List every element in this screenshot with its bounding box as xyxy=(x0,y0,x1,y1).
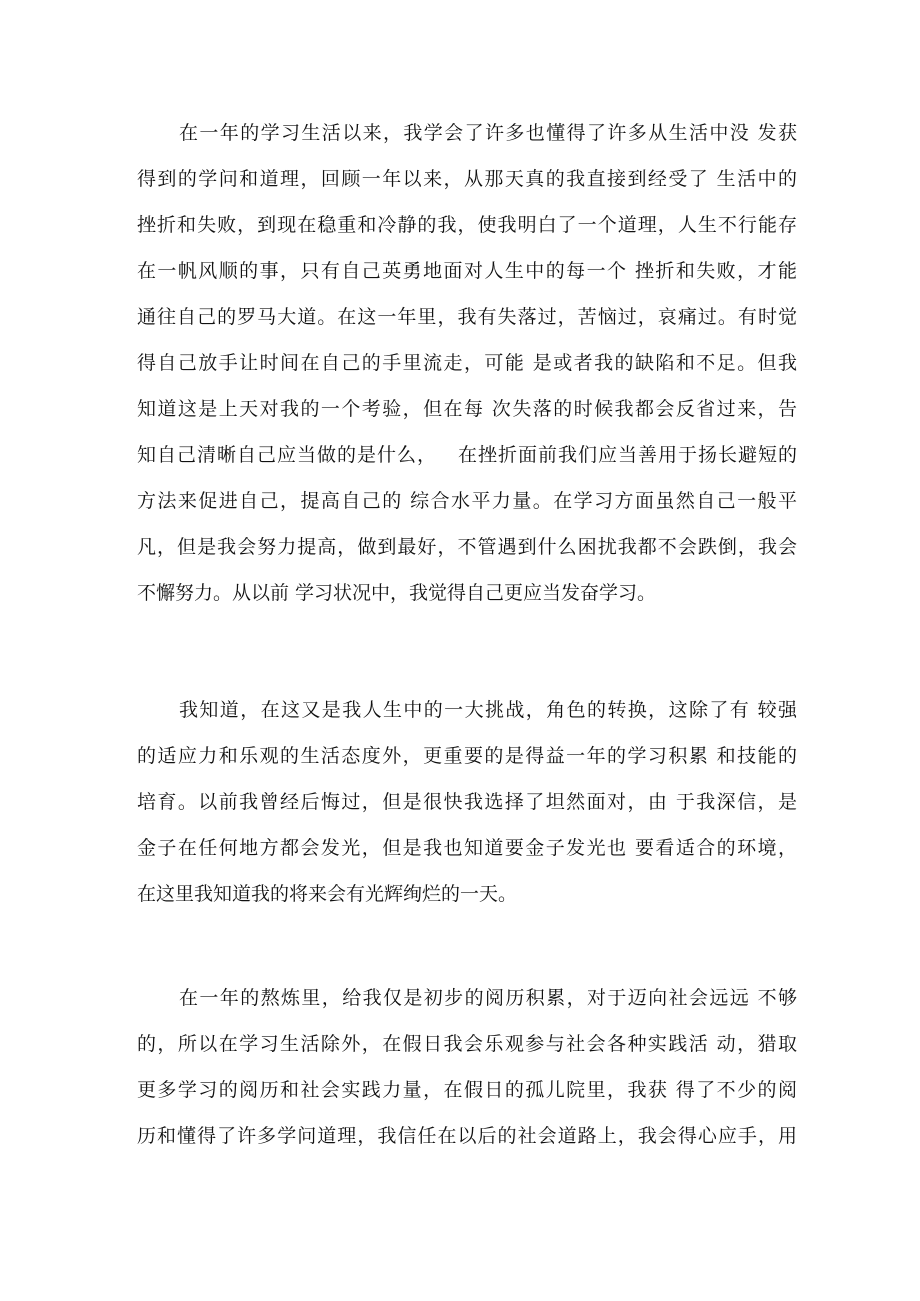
text-line: 凡，但是我会努力提高，做到最好，不管遇到什么困扰我都不会跌倒，我会 xyxy=(137,536,797,558)
paragraph-3 xyxy=(137,975,797,1159)
text-line: 我知道，在这又是我人生中的一大挑战，角色的转换，这除了有 较强 xyxy=(179,699,797,721)
text-line: 挫折和失败，到现在稳重和冷静的我，使我明白了一个道理，人生不行能存 xyxy=(137,214,797,236)
text-line: 培育。以前我曾经后悔过，但是很快我选择了坦然面对，由 于我深信，是 xyxy=(137,791,797,813)
text-line: 的适应力和乐观的生活态度外，更重要的是得益一年的学习积累 和技能的 xyxy=(137,745,797,767)
text-line: 知自己清晰自己应当做的是什么， 在挫折面前我们应当善用于扬长避短的 xyxy=(137,444,797,466)
text-line: 在一年的学习生活以来，我学会了许多也懂得了许多从生活中没 发获 xyxy=(179,122,797,144)
text-line: 知道这是上天对我的一个考验，但在每 次失落的时候我都会反省过来，告 xyxy=(137,398,797,420)
paragraph-2 xyxy=(137,687,797,917)
text-line: 在这里我知道我的将来会有光辉绚烂的一天。 xyxy=(137,883,518,905)
text-line: 得自己放手让时间在自己的手里流走，可能 是或者我的缺陷和不足。但我 xyxy=(137,352,797,374)
text-line: 金子在任何地方都会发光，但是我也知道要金子发光也 要看适合的环境， xyxy=(137,837,797,859)
text-line: 更多学习的阅历和社会实践力量，在假日的孤儿院里，我获 得了不少的阅 xyxy=(137,1079,797,1101)
text-line: 历和懂得了许多学问道理，我信任在以后的社会道路上，我会得心应手，用 xyxy=(137,1125,797,1147)
text-line: 在一年的熬炼里，给我仅是初步的阅历积累，对于迈向社会远远 不够 xyxy=(179,987,797,1009)
paragraph-1 xyxy=(137,110,797,616)
text-line: 的，所以在学习生活除外，在假日我会乐观参与社会各种实践活 动，猎取 xyxy=(137,1033,797,1055)
text-line: 通往自己的罗马大道。在这一年里，我有失落过，苦恼过，哀痛过。有时觉 xyxy=(137,306,797,328)
text-line: 方法来促进自己，提高自己的 综合水平力量。在学习方面虽然自己一般平 xyxy=(137,490,797,512)
text-line: 在一帆风顺的事，只有自己英勇地面对人生中的每一个 挫折和失败，才能 xyxy=(137,260,797,282)
text-line: 不懈努力。从以前 学习状况中，我觉得自己更应当发奋学习。 xyxy=(137,582,657,604)
text-line: 得到的学问和道理，回顾一年以来，从那天真的我直接到经受了 生活中的 xyxy=(137,168,797,190)
